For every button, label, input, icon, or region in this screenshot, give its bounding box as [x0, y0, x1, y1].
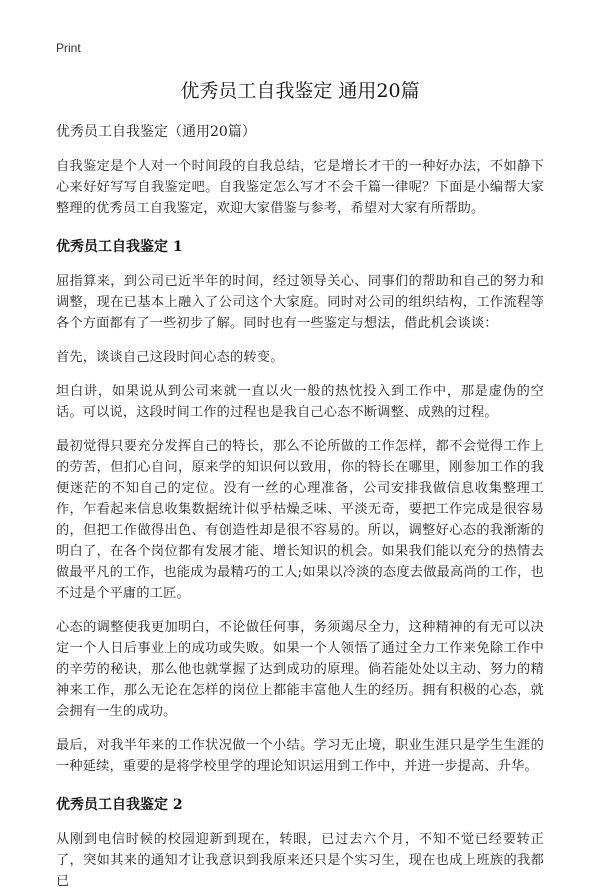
- section-1-paragraph-6: 最后，对我半年来的工作状况做一个小结。学习无止境，职业生涯只是学生生涯的一种延续，重要的是将学校里学的理论知识运用到工作中，并进一步提高、升华。: [56, 738, 544, 774]
- section-1-paragraph-5: 心态的调整使我更加明白，不论做任何事，务须竭尽全力，这种精神的有无可以决定一个人日后事业上的成功或失败。如果一个人领悟了通过全力工作来免除工作中的辛劳的秘诀，那么他也就掌握了达到成功的原理。倘若能处处以主动、努力的精神来工作，那么无论在怎样的岗位上都能丰富他人生的经历。拥有积极的心态，就会拥有一生的成功。: [56, 620, 544, 719]
- section-1-paragraph-3: 坦白讲，如果说从到公司来就一直以火一般的热忱投入到工作中，那是虚伪的空话。可以说，这段时间工作的过程也是我自己心态不断调整、成熟的过程。: [56, 384, 544, 420]
- section-heading-1: 优秀员工自我鉴定 1: [56, 239, 183, 255]
- section-1-paragraph-1: 屈指算来，到公司已近半年的时间，经过领导关心、同事们的帮助和自己的努力和调整，现在已基本上融入了公司这个大家庭。同时对公司的组织结构，工作流程等各个方面都有了一些初步了解。同时也有一些鉴定与想法，借此机会谈谈：: [56, 274, 544, 331]
- document-subtitle: 优秀员工自我鉴定（通用20篇）: [56, 124, 256, 140]
- print-label[interactable]: Print: [56, 41, 81, 55]
- document-title: 优秀员工自我鉴定 通用20篇: [180, 80, 420, 102]
- intro-paragraph: 自我鉴定是个人对一个时间段的自我总结，它是增长才干的一种好办法，不如静下心来好好写写自我鉴定吧。自我鉴定怎么写才不会千篇一律呢？下面是小编帮大家整理的优秀员工自我鉴定，欢迎大家借鉴与参考，希望对大家有所帮助。: [56, 159, 544, 216]
- section-1-paragraph-2: 首先，谈谈自己这段时间心态的转变。: [56, 350, 284, 365]
- section-heading-2: 优秀员工自我鉴定 2: [56, 797, 183, 813]
- section-1-paragraph-4: 最初觉得只要充分发挥自己的特长，那么不论所做的工作怎样，都不会觉得工作上的劳苦，但扪心自问，原来学的知识何以致用，你的特长在哪里，刚参加工作的我便迷茫的不知自己的定位。没有一丝的心理准备，公司安排我做信息收集整理工作，乍看起来信息收集数据统计似乎枯燥乏味、平淡无奇，要把工作完成是很容易的，但把工作做得出色、有创造性却是很不容易的。所以，调整好心态的我渐渐的明白了，在各个岗位都有发展才能、增长知识的机会。如果我们能以充分的热情去做最平凡的工作，也能成为最精巧的工人;如果以冷淡的态度去做最高尚的工作，也不过是个平庸的工匠。: [56, 439, 544, 601]
- section-2-paragraph-1: 从刚到电信时候的校园迎新到现在，转眼，已过去六个月，不知不觉已经要转正了，突如其来的通知才让我意识到我原来还只是个实习生，现在也成上班族的我都已: [56, 832, 544, 889]
